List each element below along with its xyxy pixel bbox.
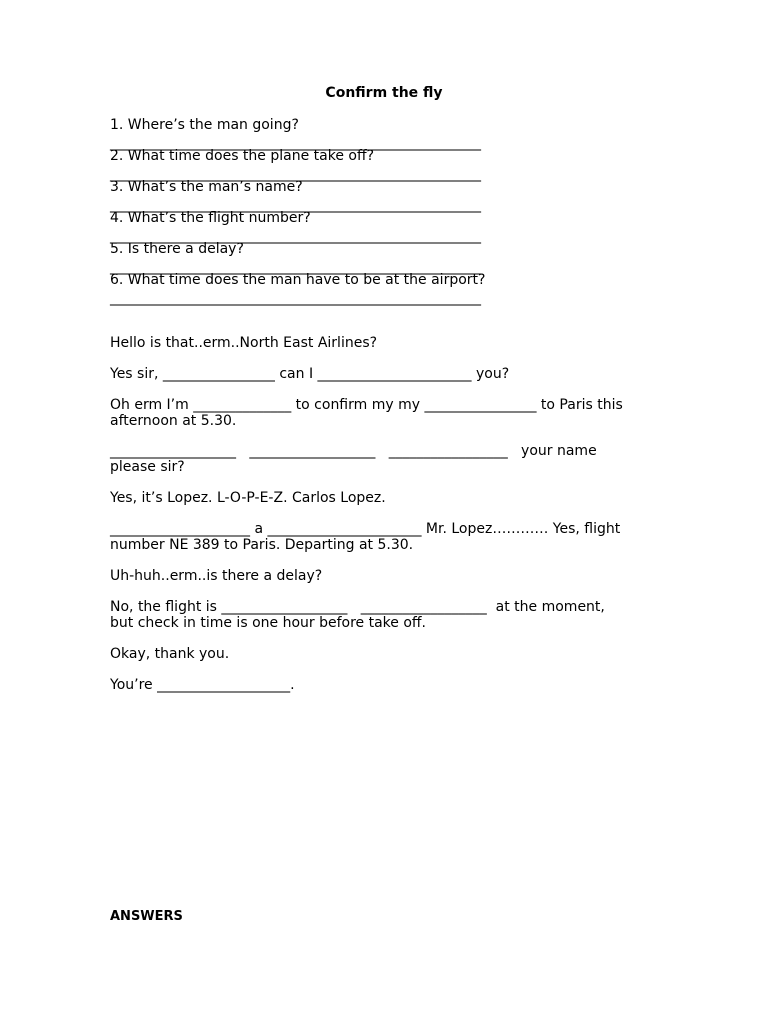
dialogue-line-9: Okay, thank you. [110, 646, 230, 662]
question-6: 6. What time does the man have to be at the airport? [110, 272, 486, 288]
answer-line-2: _____________________________________________________ [110, 166, 481, 182]
answer-line-5: _____________________________________________________ [110, 259, 481, 275]
dialogue-line-6: ____________________ a ______________________ Mr. Lopez………… Yes, flight number NE 389 to Paris. Departing at 5.30. [110, 521, 621, 553]
dialogue-line-10: You’re ___________________. [110, 677, 295, 693]
page-title: Confirm the fly [325, 85, 443, 101]
question-2: 2. What time does the plane take off? [110, 148, 375, 164]
dialogue-line-3: Oh erm I’m ______________ to confirm my my ________________ to Paris this afternoon at 5.30. [110, 397, 623, 429]
dialogue-line-2: Yes sir, ________________ can I ______________________ you? [110, 366, 510, 382]
dialogue-line-7: Uh-huh..erm..is there a delay? [110, 568, 323, 584]
answer-line-4: _____________________________________________________ [110, 228, 481, 244]
answer-line-1: _____________________________________________________ [110, 135, 481, 151]
answer-line-6: _____________________________________________________ [110, 290, 481, 306]
question-4: 4. What’s the flight number? [110, 210, 311, 226]
answer-line-3: _____________________________________________________ [110, 197, 481, 213]
question-3: 3. What’s the man’s name? [110, 179, 303, 195]
question-5: 5. Is there a delay? [110, 241, 244, 257]
dialogue-line-4: __________________ __________________ _________________ your name please sir? [110, 443, 597, 475]
dialogue-line-8: No, the flight is __________________ __________________ at the moment, but check in time is one hour before take off. [110, 599, 605, 631]
answers-heading: ANSWERS [110, 909, 183, 924]
dialogue-line-5: Yes, it’s Lopez. L-O-P-E-Z. Carlos Lopez. [110, 490, 386, 506]
dialogue-line-1: Hello is that..erm..North East Airlines? [110, 335, 378, 351]
question-1: 1. Where’s the man going? [110, 117, 299, 133]
